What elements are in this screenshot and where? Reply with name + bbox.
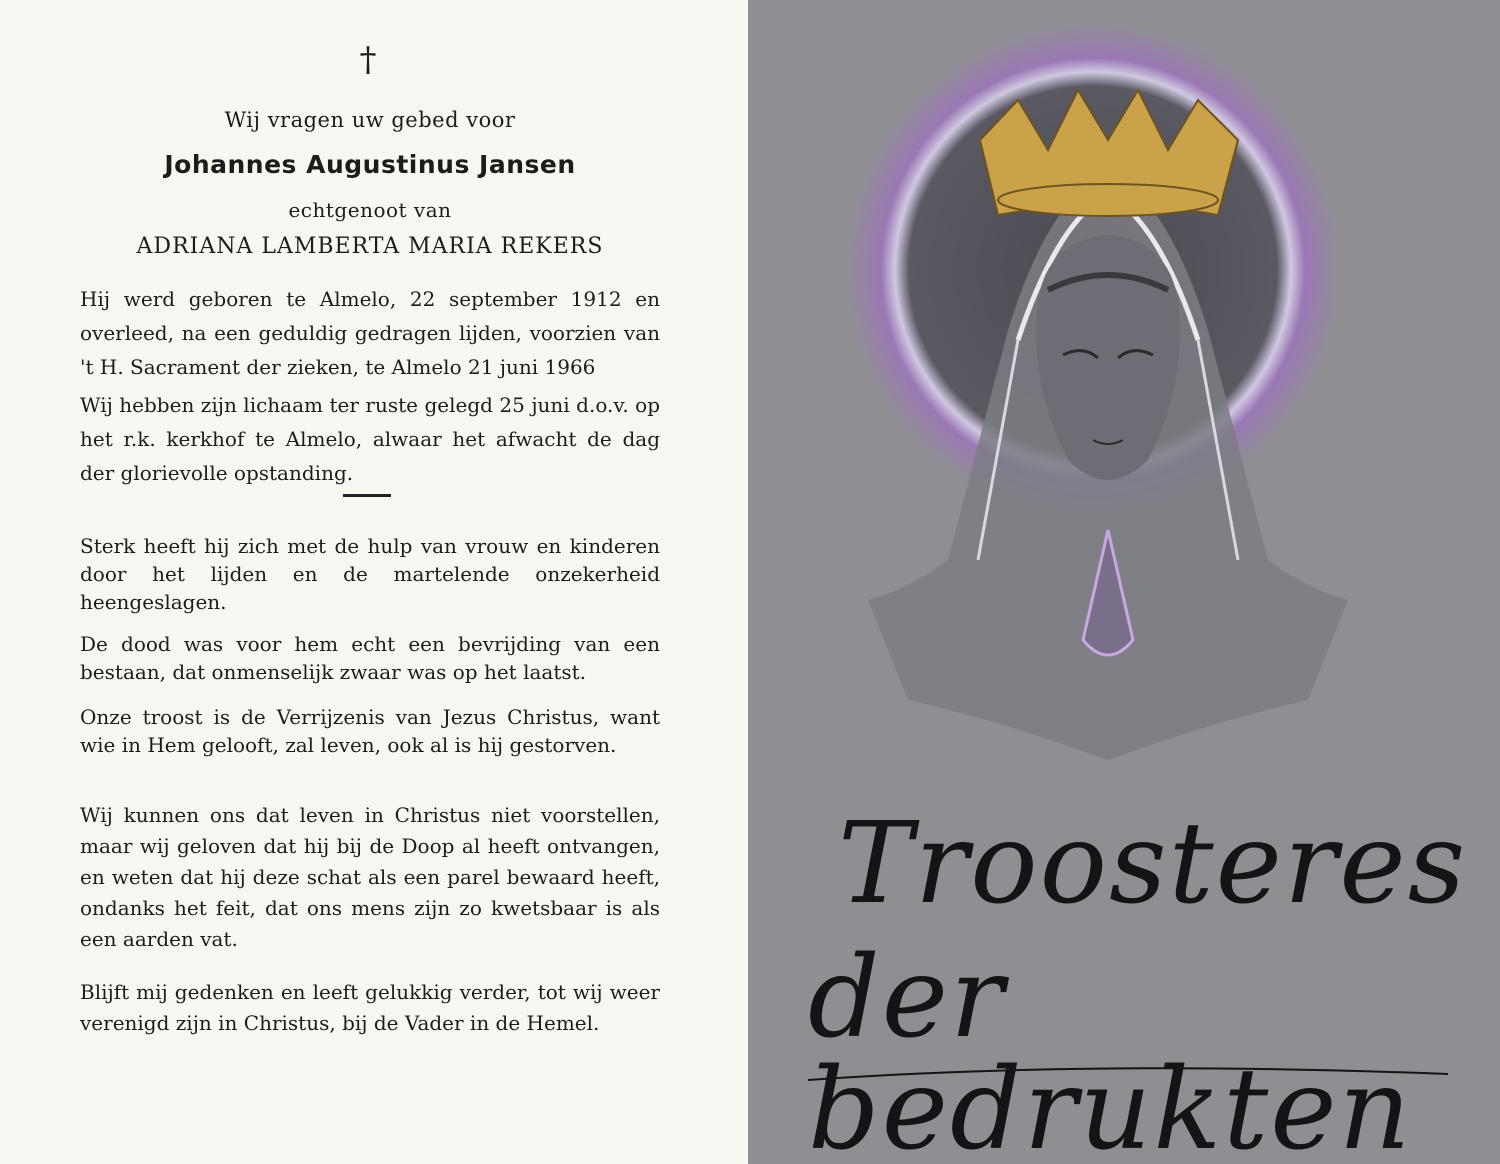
memorial-card-image-side (748, 0, 1500, 1164)
burial-paragraph: Wij hebben zijn lichaam ter ruste gelegd 25 juni d.o.v. op het r.k. kerkhof te Almelo, alwaar het afwacht de dag der glorievolle opstanding. (80, 393, 660, 485)
madonna-illustration-icon (748, 0, 1500, 800)
paragraph-strength: Sterk heeft hij zich met de hulp van vrouw en kinderen door het lijden en de martelende onzekerheid heengeslagen. (80, 534, 660, 614)
flourish-decoration (788, 1050, 1468, 1090)
cross-icon: † (359, 40, 377, 80)
prayer-request: Wij vragen uw gebed voor (224, 108, 516, 132)
spouse-name: ADRIANA LAMBERTA MARIA REKERS (136, 234, 604, 259)
title-line-1: Troosteres (838, 799, 1468, 929)
paragraph-farewell: Blijft mij gedenken en leeft gelukkig verder, tot wij weer verenigd zijn in Christus, bij de Vader in de Hemel. (80, 980, 660, 1035)
paragraph-faith: Wij kunnen ons dat leven in Christus niet voorstellen, maar wij geloven dat hij bij de Doop al heeft ontvangen, en weten dat hij deze schat als een parel bewaard heeft, ondanks het feit, dat ons mens zijn zo kwetsbaar is als een aarden vat. (80, 803, 660, 951)
birth-death-paragraph: Hij werd geboren te Almelo, 22 september 1912 en overleed, na een geduldig gedragen lijden, voorzien van 't H. Sacrament der zieken, te Almelo 21 juni 1966 (80, 287, 660, 379)
deceased-name: Johannes Augustinus Jansen (164, 150, 576, 179)
divider (343, 494, 391, 497)
paragraph-comfort: Onze troost is de Verrijzenis van Jezus Christus, want wie in Hem gelooft, zal leven, ook al is hij gestorven. (80, 705, 660, 757)
title-line-2: der bedrukten (808, 933, 1413, 1164)
memorial-card-text-side (0, 0, 748, 1164)
paragraph-death: De dood was voor hem echt een bevrijding van een bestaan, dat onmenselijk zwaar was op het laatst. (80, 632, 660, 684)
spouse-label: echtgenoot van (288, 198, 452, 222)
